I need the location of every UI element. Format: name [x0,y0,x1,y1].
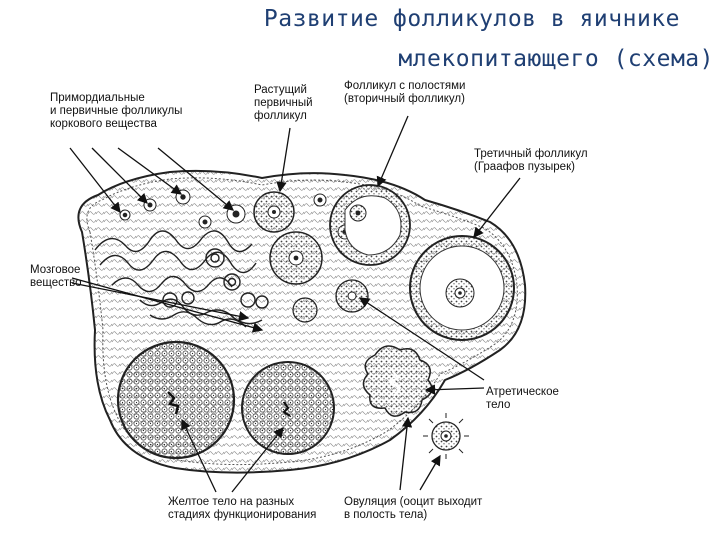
title-line-2: млекопитающего (схема) [398,46,714,72]
corpus-luteum-1 [118,342,234,458]
label-medulla: Мозговое вещество [30,264,82,289]
secondary-follicle [330,185,410,265]
label-corpus-luteum: Желтое тело на разных стадиях функционирования [168,496,317,521]
growing-primary-follicle [254,192,294,232]
label-ovulation: Овуляция (ооцит выходит в полость тела) [344,496,483,521]
label-atretic-body: Атретическое тело [486,386,559,411]
secondary-follicle-small [270,232,322,284]
label-secondary-follicle: Фолликул с полостями (вторичный фолликул) [344,80,466,105]
label-primordial-follicles: Примордиальные и первичные фолликулы коркового вещества [50,92,183,130]
corpus-luteum-2 [242,362,334,454]
tertiary-follicle [410,236,514,340]
title-line-1: Развитие фолликулов в яичнике [263,6,680,32]
label-growing-primary-follicle: Растущий первичный фолликул [254,84,313,122]
ovulated-oocyte [423,413,469,459]
label-tertiary-follicle: Третичный фолликул (Граафов пузырек) [474,148,588,173]
